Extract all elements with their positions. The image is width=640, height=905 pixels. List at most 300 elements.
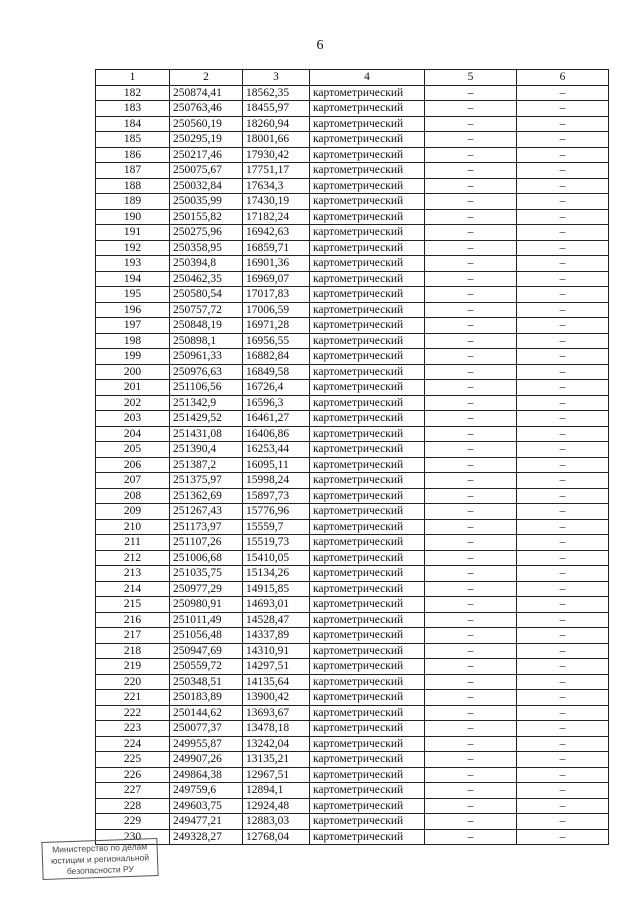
table-row [96, 101, 609, 117]
method-cell: картометрический [310, 504, 425, 520]
column-5-cell: – [425, 395, 517, 411]
method-cell: картометрический [310, 442, 425, 458]
column-header-5: 5 [425, 70, 517, 86]
y-coordinate-cell: 12768,04 [243, 829, 310, 845]
column-6-cell: – [517, 488, 609, 504]
table-row [96, 271, 609, 287]
column-6-cell: – [517, 116, 609, 132]
column-5-cell: – [425, 364, 517, 380]
point-number-cell: 224 [96, 736, 170, 752]
column-6-cell: – [517, 178, 609, 194]
table-row [96, 457, 609, 473]
method-cell: картометрический [310, 426, 425, 442]
column-5-cell: – [425, 612, 517, 628]
method-cell: картометрический [310, 271, 425, 287]
x-coordinate-cell: 250976,63 [170, 364, 243, 380]
method-cell: картометрический [310, 829, 425, 845]
method-cell: картометрический [310, 178, 425, 194]
column-5-cell: – [425, 504, 517, 520]
column-6-cell: – [517, 318, 609, 334]
point-number-cell: 220 [96, 674, 170, 690]
x-coordinate-cell: 249328,27 [170, 829, 243, 845]
y-coordinate-cell: 15776,96 [243, 504, 310, 520]
point-number-cell: 187 [96, 163, 170, 179]
point-number-cell: 202 [96, 395, 170, 411]
column-5-cell: – [425, 287, 517, 303]
column-6-cell: – [517, 442, 609, 458]
method-cell: картометрический [310, 132, 425, 148]
x-coordinate-cell: 251429,52 [170, 411, 243, 427]
x-coordinate-cell: 250077,37 [170, 721, 243, 737]
method-cell: картометрический [310, 690, 425, 706]
method-cell: картометрический [310, 659, 425, 675]
y-coordinate-cell: 13135,21 [243, 752, 310, 768]
x-coordinate-cell: 250035,99 [170, 194, 243, 210]
x-coordinate-cell: 250348,51 [170, 674, 243, 690]
x-coordinate-cell: 250217,46 [170, 147, 243, 163]
x-coordinate-cell: 250275,96 [170, 225, 243, 241]
point-number-cell: 209 [96, 504, 170, 520]
column-6-cell: – [517, 364, 609, 380]
point-number-cell: 190 [96, 209, 170, 225]
x-coordinate-cell: 250560,19 [170, 116, 243, 132]
column-5-cell: – [425, 488, 517, 504]
method-cell: картометрический [310, 783, 425, 799]
method-cell: картометрический [310, 209, 425, 225]
y-coordinate-cell: 16596,3 [243, 395, 310, 411]
y-coordinate-cell: 18001,66 [243, 132, 310, 148]
column-5-cell: – [425, 194, 517, 210]
table-row [96, 488, 609, 504]
column-6-cell: – [517, 767, 609, 783]
y-coordinate-cell: 18260,94 [243, 116, 310, 132]
column-5-cell: – [425, 457, 517, 473]
column-5-cell: – [425, 721, 517, 737]
x-coordinate-cell: 249864,38 [170, 767, 243, 783]
column-6-cell: – [517, 519, 609, 535]
point-number-cell: 210 [96, 519, 170, 535]
table-row [96, 566, 609, 582]
column-6-cell: – [517, 628, 609, 644]
point-number-cell: 228 [96, 798, 170, 814]
point-number-cell: 201 [96, 380, 170, 396]
method-cell: картометрический [310, 581, 425, 597]
coordinates-table [95, 69, 609, 845]
method-cell: картометрический [310, 612, 425, 628]
column-5-cell: – [425, 535, 517, 551]
column-5-cell: – [425, 178, 517, 194]
table-row [96, 116, 609, 132]
y-coordinate-cell: 15559,7 [243, 519, 310, 535]
column-5-cell: – [425, 349, 517, 365]
y-coordinate-cell: 17430,19 [243, 194, 310, 210]
table-row [96, 426, 609, 442]
point-number-cell: 211 [96, 535, 170, 551]
column-5-cell: – [425, 643, 517, 659]
y-coordinate-cell: 15410,05 [243, 550, 310, 566]
y-coordinate-cell: 12894,1 [243, 783, 310, 799]
y-coordinate-cell: 18455,97 [243, 101, 310, 117]
point-number-cell: 221 [96, 690, 170, 706]
method-cell: картометрический [310, 163, 425, 179]
column-6-cell: – [517, 581, 609, 597]
method-cell: картометрический [310, 736, 425, 752]
column-5-cell: – [425, 473, 517, 489]
method-cell: картометрический [310, 814, 425, 830]
table-row [96, 504, 609, 520]
y-coordinate-cell: 17006,59 [243, 302, 310, 318]
column-6-cell: – [517, 550, 609, 566]
x-coordinate-cell: 250580,54 [170, 287, 243, 303]
method-cell: картометрический [310, 705, 425, 721]
point-number-cell: 226 [96, 767, 170, 783]
column-6-cell: – [517, 333, 609, 349]
table-row [96, 132, 609, 148]
point-number-cell: 191 [96, 225, 170, 241]
table-header-row [96, 70, 609, 86]
column-6-cell: – [517, 240, 609, 256]
table-row [96, 798, 609, 814]
table-row [96, 287, 609, 303]
x-coordinate-cell: 250032,84 [170, 178, 243, 194]
x-coordinate-cell: 250763,46 [170, 101, 243, 117]
table-row [96, 349, 609, 365]
x-coordinate-cell: 250295,19 [170, 132, 243, 148]
table-row [96, 550, 609, 566]
x-coordinate-cell: 251387,2 [170, 457, 243, 473]
point-number-cell: 215 [96, 597, 170, 613]
y-coordinate-cell: 16849,58 [243, 364, 310, 380]
x-coordinate-cell: 250144,62 [170, 705, 243, 721]
table-row [96, 442, 609, 458]
column-header-6: 6 [517, 70, 609, 86]
column-5-cell: – [425, 163, 517, 179]
column-5-cell: – [425, 132, 517, 148]
column-6-cell: – [517, 225, 609, 241]
table-row [96, 705, 609, 721]
column-5-cell: – [425, 705, 517, 721]
y-coordinate-cell: 14297,51 [243, 659, 310, 675]
y-coordinate-cell: 14310,91 [243, 643, 310, 659]
table-row [96, 163, 609, 179]
point-number-cell: 188 [96, 178, 170, 194]
point-number-cell: 200 [96, 364, 170, 380]
method-cell: картометрический [310, 116, 425, 132]
point-number-cell: 217 [96, 628, 170, 644]
column-6-cell: – [517, 411, 609, 427]
point-number-cell: 207 [96, 473, 170, 489]
x-coordinate-cell: 250848,19 [170, 318, 243, 334]
x-coordinate-cell: 250898,1 [170, 333, 243, 349]
method-cell: картометрический [310, 752, 425, 768]
column-5-cell: – [425, 752, 517, 768]
column-6-cell: – [517, 705, 609, 721]
y-coordinate-cell: 16095,11 [243, 457, 310, 473]
point-number-cell: 225 [96, 752, 170, 768]
x-coordinate-cell: 249603,75 [170, 798, 243, 814]
x-coordinate-cell: 251107,26 [170, 535, 243, 551]
x-coordinate-cell: 250980,91 [170, 597, 243, 613]
table-row [96, 721, 609, 737]
y-coordinate-cell: 16901,36 [243, 256, 310, 272]
point-number-cell: 218 [96, 643, 170, 659]
ministry-stamp [41, 838, 158, 880]
method-cell: картометрический [310, 318, 425, 334]
column-6-cell: – [517, 504, 609, 520]
table-row [96, 628, 609, 644]
x-coordinate-cell: 250462,35 [170, 271, 243, 287]
column-6-cell: – [517, 690, 609, 706]
point-number-cell: 212 [96, 550, 170, 566]
point-number-cell: 208 [96, 488, 170, 504]
point-number-cell: 214 [96, 581, 170, 597]
y-coordinate-cell: 15519,73 [243, 535, 310, 551]
column-header-1: 1 [96, 70, 170, 86]
point-number-cell: 219 [96, 659, 170, 675]
column-6-cell: – [517, 798, 609, 814]
column-5-cell: – [425, 85, 517, 101]
y-coordinate-cell: 18562,35 [243, 85, 310, 101]
x-coordinate-cell: 249955,87 [170, 736, 243, 752]
y-coordinate-cell: 15897,73 [243, 488, 310, 504]
y-coordinate-cell: 15998,24 [243, 473, 310, 489]
y-coordinate-cell: 13242,04 [243, 736, 310, 752]
table-row [96, 380, 609, 396]
x-coordinate-cell: 250947,69 [170, 643, 243, 659]
method-cell: картометрический [310, 411, 425, 427]
x-coordinate-cell: 250977,29 [170, 581, 243, 597]
point-number-cell: 194 [96, 271, 170, 287]
method-cell: картометрический [310, 488, 425, 504]
method-cell: картометрический [310, 643, 425, 659]
column-5-cell: – [425, 783, 517, 799]
x-coordinate-cell: 250961,33 [170, 349, 243, 365]
x-coordinate-cell: 250757,72 [170, 302, 243, 318]
point-number-cell: 229 [96, 814, 170, 830]
point-number-cell: 227 [96, 783, 170, 799]
table-body [96, 85, 609, 845]
point-number-cell: 204 [96, 426, 170, 442]
column-5-cell: – [425, 581, 517, 597]
column-5-cell: – [425, 442, 517, 458]
column-5-cell: – [425, 519, 517, 535]
column-6-cell: – [517, 302, 609, 318]
column-6-cell: – [517, 85, 609, 101]
table-row [96, 659, 609, 675]
y-coordinate-cell: 14337,89 [243, 628, 310, 644]
table-row [96, 411, 609, 427]
x-coordinate-cell: 251106,56 [170, 380, 243, 396]
column-header-2: 2 [170, 70, 243, 86]
column-6-cell: – [517, 426, 609, 442]
x-coordinate-cell: 250155,82 [170, 209, 243, 225]
x-coordinate-cell: 250559,72 [170, 659, 243, 675]
method-cell: картометрический [310, 85, 425, 101]
y-coordinate-cell: 17182,24 [243, 209, 310, 225]
y-coordinate-cell: 16942,63 [243, 225, 310, 241]
stamp-line: юстиции и региональной [50, 852, 150, 866]
point-number-cell: 195 [96, 287, 170, 303]
column-6-cell: – [517, 535, 609, 551]
x-coordinate-cell: 251362,69 [170, 488, 243, 504]
method-cell: картометрический [310, 101, 425, 117]
point-number-cell: 193 [96, 256, 170, 272]
column-5-cell: – [425, 147, 517, 163]
point-number-cell: 192 [96, 240, 170, 256]
point-number-cell: 216 [96, 612, 170, 628]
x-coordinate-cell: 250874,41 [170, 85, 243, 101]
x-coordinate-cell: 251342,9 [170, 395, 243, 411]
column-6-cell: – [517, 209, 609, 225]
point-number-cell: 199 [96, 349, 170, 365]
table-row [96, 612, 609, 628]
column-5-cell: – [425, 798, 517, 814]
column-6-cell: – [517, 380, 609, 396]
method-cell: картометрический [310, 256, 425, 272]
column-5-cell: – [425, 380, 517, 396]
table-row [96, 767, 609, 783]
table-row [96, 395, 609, 411]
y-coordinate-cell: 16956,55 [243, 333, 310, 349]
y-coordinate-cell: 16406,86 [243, 426, 310, 442]
y-coordinate-cell: 17930,42 [243, 147, 310, 163]
table-row [96, 225, 609, 241]
column-6-cell: – [517, 674, 609, 690]
column-5-cell: – [425, 566, 517, 582]
point-number-cell: 182 [96, 85, 170, 101]
column-5-cell: – [425, 767, 517, 783]
table-row [96, 178, 609, 194]
table-row [96, 752, 609, 768]
point-number-cell: 222 [96, 705, 170, 721]
column-5-cell: – [425, 101, 517, 117]
column-6-cell: – [517, 457, 609, 473]
y-coordinate-cell: 14915,85 [243, 581, 310, 597]
column-5-cell: – [425, 318, 517, 334]
point-number-cell: 184 [96, 116, 170, 132]
y-coordinate-cell: 15134,26 [243, 566, 310, 582]
column-6-cell: – [517, 612, 609, 628]
table-row [96, 364, 609, 380]
table-row [96, 209, 609, 225]
table-row [96, 333, 609, 349]
column-5-cell: – [425, 814, 517, 830]
y-coordinate-cell: 16882,84 [243, 349, 310, 365]
method-cell: картометрический [310, 721, 425, 737]
method-cell: картометрический [310, 767, 425, 783]
column-6-cell: – [517, 659, 609, 675]
method-cell: картометрический [310, 519, 425, 535]
x-coordinate-cell: 251056,48 [170, 628, 243, 644]
table-row [96, 597, 609, 613]
column-5-cell: – [425, 829, 517, 845]
page-number: 6 [316, 38, 324, 53]
method-cell: картометрический [310, 798, 425, 814]
y-coordinate-cell: 13900,42 [243, 690, 310, 706]
method-cell: картометрический [310, 473, 425, 489]
method-cell: картометрический [310, 147, 425, 163]
method-cell: картометрический [310, 225, 425, 241]
table-row [96, 535, 609, 551]
point-number-cell: 203 [96, 411, 170, 427]
column-header-4: 4 [310, 70, 425, 86]
column-5-cell: – [425, 302, 517, 318]
table-row [96, 674, 609, 690]
column-6-cell: – [517, 721, 609, 737]
x-coordinate-cell: 249907,26 [170, 752, 243, 768]
table-row [96, 690, 609, 706]
column-5-cell: – [425, 550, 517, 566]
y-coordinate-cell: 17751,17 [243, 163, 310, 179]
column-5-cell: – [425, 225, 517, 241]
x-coordinate-cell: 249759,6 [170, 783, 243, 799]
y-coordinate-cell: 14693,01 [243, 597, 310, 613]
column-6-cell: – [517, 752, 609, 768]
column-5-cell: – [425, 628, 517, 644]
table-row [96, 736, 609, 752]
table-row [96, 783, 609, 799]
column-6-cell: – [517, 736, 609, 752]
y-coordinate-cell: 14135,64 [243, 674, 310, 690]
y-coordinate-cell: 14528,47 [243, 612, 310, 628]
table-row [96, 85, 609, 101]
method-cell: картометрический [310, 597, 425, 613]
method-cell: картометрический [310, 550, 425, 566]
table-row [96, 643, 609, 659]
stamp-line: безопасности РУ [66, 863, 135, 877]
y-coordinate-cell: 16969,07 [243, 271, 310, 287]
table-row [96, 194, 609, 210]
table-row [96, 256, 609, 272]
column-6-cell: – [517, 132, 609, 148]
table-row [96, 581, 609, 597]
method-cell: картометрический [310, 395, 425, 411]
y-coordinate-cell: 17017,83 [243, 287, 310, 303]
point-number-cell: 189 [96, 194, 170, 210]
column-5-cell: – [425, 736, 517, 752]
method-cell: картометрический [310, 333, 425, 349]
column-6-cell: – [517, 814, 609, 830]
x-coordinate-cell: 251390,4 [170, 442, 243, 458]
method-cell: картометрический [310, 535, 425, 551]
point-number-cell: 197 [96, 318, 170, 334]
point-number-cell: 213 [96, 566, 170, 582]
column-6-cell: – [517, 783, 609, 799]
table-row [96, 302, 609, 318]
column-6-cell: – [517, 147, 609, 163]
column-6-cell: – [517, 163, 609, 179]
method-cell: картометрический [310, 349, 425, 365]
point-number-cell: 198 [96, 333, 170, 349]
point-number-cell: 186 [96, 147, 170, 163]
x-coordinate-cell: 251035,75 [170, 566, 243, 582]
column-5-cell: – [425, 411, 517, 427]
table-row [96, 473, 609, 489]
column-6-cell: – [517, 287, 609, 303]
x-coordinate-cell: 250075,67 [170, 163, 243, 179]
column-5-cell: – [425, 659, 517, 675]
column-6-cell: – [517, 349, 609, 365]
column-6-cell: – [517, 395, 609, 411]
column-6-cell: – [517, 566, 609, 582]
column-5-cell: – [425, 116, 517, 132]
x-coordinate-cell: 249477,21 [170, 814, 243, 830]
x-coordinate-cell: 251375,97 [170, 473, 243, 489]
table-row [96, 829, 609, 845]
point-number-cell: 196 [96, 302, 170, 318]
point-number-cell: 185 [96, 132, 170, 148]
column-6-cell: – [517, 829, 609, 845]
